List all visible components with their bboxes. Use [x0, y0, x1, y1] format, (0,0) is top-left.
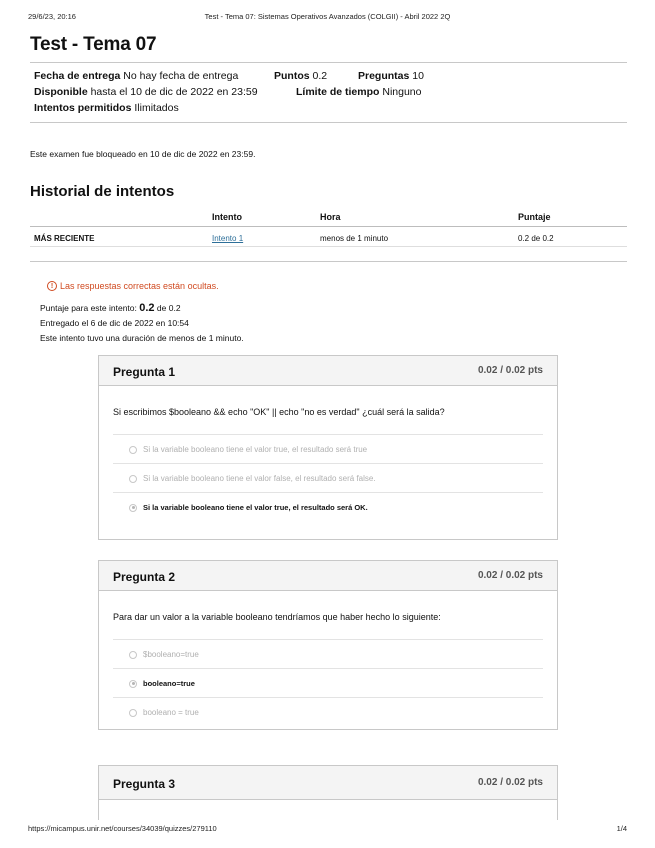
print-header: [28, 12, 627, 24]
question-card-3: [98, 765, 558, 820]
radio-checked-icon: [129, 504, 137, 512]
answer-divider: [113, 697, 543, 698]
points-value: 0.2: [312, 70, 328, 82]
score-suffix: de 0.2: [156, 303, 181, 313]
answer-label: Si la variable booleano tiene el valor false, el resultado será false.: [143, 474, 376, 483]
question-points: 0.02 / 0.02 pts: [477, 777, 543, 788]
questions-value: 10: [412, 70, 424, 82]
answer-option[interactable]: [129, 650, 199, 659]
meta-time-limit: [296, 86, 421, 98]
radio-icon: [129, 651, 137, 659]
history-row-label: MÁS RECIENTE: [34, 234, 95, 243]
answer-option[interactable]: [129, 445, 367, 454]
question-header: [99, 561, 557, 591]
meta-due: [34, 70, 238, 82]
meta-available: [34, 86, 258, 98]
answer-option-selected[interactable]: [129, 503, 368, 512]
page-title: Test - Tema 07: [30, 34, 157, 55]
history-row-score: 0.2 de 0.2: [518, 234, 554, 243]
available-value: hasta el 10 de dic de 2022 en 23:59: [90, 86, 258, 98]
alert-text: Las respuestas correctas están ocultas.: [60, 281, 219, 291]
answer-label: booleano=true: [143, 679, 195, 688]
answer-divider: [113, 463, 543, 464]
history-title: Historial de intentos: [30, 183, 175, 200]
question-text: Si escribimos $booleano && echo "OK" || echo "no es verdad" ¿cuál será la salida?: [113, 407, 445, 417]
answer-divider: [113, 434, 543, 435]
exclamation-circle-icon: !: [47, 281, 57, 291]
print-doc-title: Test - Tema 07: Sistemas Operativos Avanzados (COLGII) - Abril 2022 2Q: [204, 12, 451, 21]
divider: [30, 226, 627, 227]
answer-option[interactable]: [129, 708, 199, 717]
score-prefix: Puntaje para este intento:: [40, 303, 137, 313]
duration-text: Este intento tuvo una duración de menos de 1 minuto.: [40, 333, 244, 343]
question-points: 0.02 / 0.02 pts: [477, 570, 543, 581]
history-row-time: menos de 1 minuto: [320, 234, 389, 243]
print-datetime: 29/6/23, 20:16: [28, 12, 76, 21]
question-card-2: [98, 560, 558, 730]
history-header-time: Hora: [320, 212, 341, 222]
answers-hidden-alert: [47, 281, 219, 291]
time-limit-label: Límite de tiempo: [296, 86, 380, 98]
print-footer: [28, 824, 627, 833]
question-header: [99, 766, 557, 800]
question-card-1: [98, 355, 558, 540]
answer-option[interactable]: [129, 474, 376, 483]
question-header: [99, 356, 557, 386]
answer-divider: [113, 639, 543, 640]
print-url: https://micampus.unir.net/courses/34039/quizzes/279110: [28, 824, 217, 833]
question-text: Para dar un valor a la variable booleano tendríamos que haber hecho lo siguiente:: [113, 612, 441, 622]
radio-checked-icon: [129, 680, 137, 688]
questions-label: Preguntas: [358, 70, 410, 82]
attempt-score: [40, 302, 181, 314]
due-label: Fecha de entrega: [34, 70, 121, 82]
time-limit-value: Ninguno: [382, 86, 422, 98]
submitted-text: Entregado el 6 de dic de 2022 en 10:54: [40, 318, 189, 328]
question-title: Pregunta 3: [113, 777, 176, 791]
divider: [30, 122, 627, 123]
attempt-link[interactable]: Intento 1: [212, 234, 244, 243]
answer-label: Si la variable booleano tiene el valor true, el resultado será true: [143, 445, 368, 454]
question-title: Pregunta 2: [113, 570, 176, 584]
radio-icon: [129, 446, 137, 454]
meta-points: [274, 70, 327, 82]
available-label: Disponible: [34, 86, 88, 98]
radio-icon: [129, 709, 137, 717]
answer-divider: [113, 492, 543, 493]
divider: [30, 62, 627, 63]
divider: [30, 261, 627, 262]
meta-questions: [358, 70, 424, 82]
answer-label: booleano = true: [143, 708, 199, 717]
print-page-number: 1/4: [616, 824, 627, 833]
answer-option-selected[interactable]: [129, 679, 195, 688]
question-points: 0.02 / 0.02 pts: [477, 365, 543, 376]
score-value: 0.2: [139, 302, 155, 314]
answer-label: $booleano=true: [143, 650, 199, 659]
lock-note: Este examen fue bloqueado en 10 de dic de 2022 en 23:59.: [30, 149, 256, 159]
divider: [30, 246, 627, 247]
answer-label: Si la variable booleano tiene el valor true, el resultado será OK.: [143, 503, 368, 512]
attempts-value: Ilimitados: [134, 102, 179, 114]
points-label: Puntos: [274, 70, 310, 82]
history-header-score: Puntaje: [518, 212, 551, 222]
attempts-label: Intentos permitidos: [34, 102, 132, 114]
due-value: No hay fecha de entrega: [123, 70, 239, 82]
radio-icon: [129, 475, 137, 483]
answer-divider: [113, 668, 543, 669]
question-title: Pregunta 1: [113, 365, 176, 379]
history-header-attempt: Intento: [212, 212, 242, 222]
meta-attempts: [34, 102, 179, 114]
